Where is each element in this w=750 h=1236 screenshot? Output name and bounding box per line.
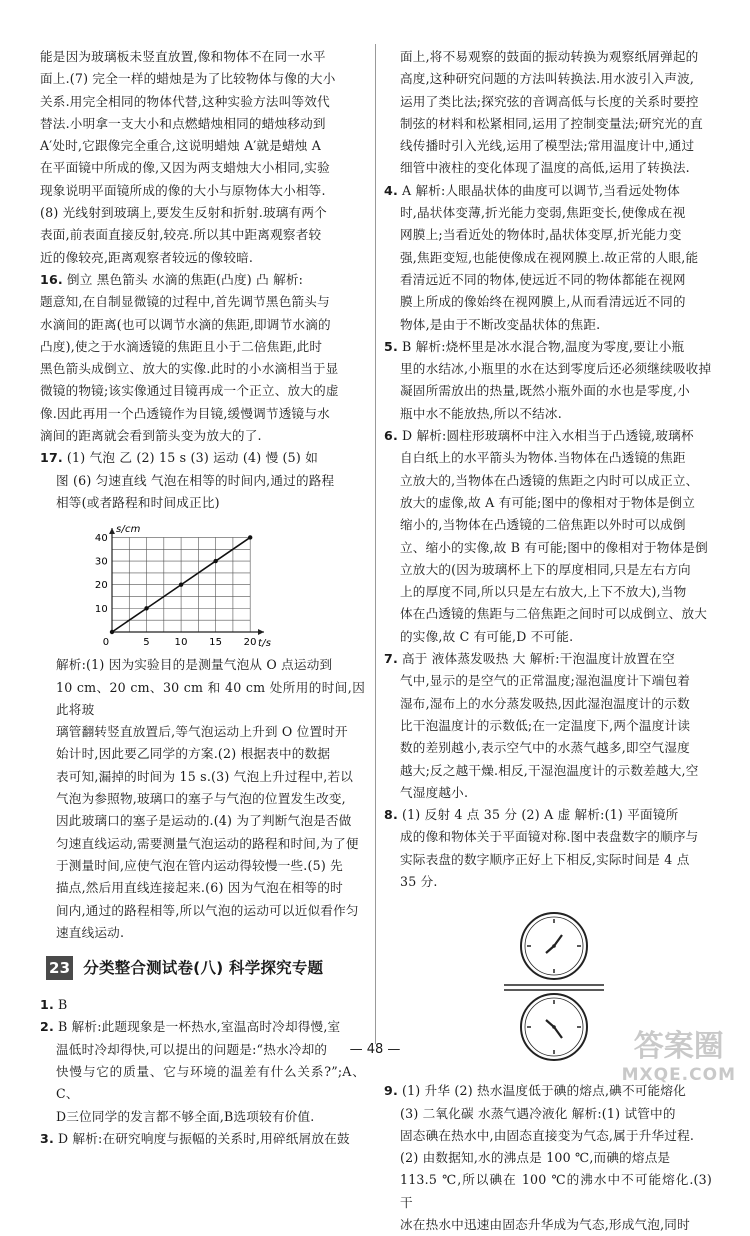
text-line: 快慢与它的质量、它与环境的温差有什么关系?”;A、C、	[56, 1063, 365, 1102]
y-axis-label: s/cm	[116, 524, 141, 536]
section-number: 23	[46, 956, 73, 980]
question-number: 9.	[384, 1083, 398, 1099]
text-line: 在平面镜中所成的像,又因为两支蜡烛大小相同,实验	[40, 160, 330, 176]
text-line: 里的水结冰,小瓶里的水在达到零度后还必须继续吸收掉	[400, 361, 712, 377]
watermark-title: 答案圈	[633, 1029, 724, 1064]
x-tick-label: 10	[174, 637, 188, 649]
text-line: (1) 升华 (2) 热水温度低于碘的熔点,碘不可能熔化	[401, 1083, 686, 1099]
section-heading	[46, 956, 365, 986]
text-line: 时,晶状体变薄,折光能力变弱,焦距变长,使像成在视	[400, 205, 686, 221]
text-line: 上的厚度不同,所以只是左右放大,上下不放大),当物	[400, 584, 687, 600]
text-line: 面上.(7) 完全一样的蜡烛是为了比较物体与像的大小	[40, 71, 336, 87]
text-line: 自白纸上的水平箭头为物体.当物体在凸透镜的焦距	[400, 450, 686, 466]
text-line: 放大的虚像,故 A 有可能;图中的像相对于物体是倒立	[400, 494, 696, 510]
text-line: 体在凸透镜的焦距与二倍焦距之间时可以成倒立、放大	[400, 606, 708, 622]
y-tick-label: 20	[94, 580, 108, 592]
x-tick-label: 5	[143, 637, 150, 649]
question-number: 8.	[384, 807, 398, 823]
x-axis-arrow-icon	[258, 629, 264, 635]
text-line: 因此玻璃口的塞子是运动的.(4) 为了判断气泡是否做	[56, 813, 352, 829]
left-column	[40, 46, 365, 1150]
text-line: 10 cm、20 cm、30 cm 和 40 cm 处所用的时间,因此将玻	[56, 679, 365, 717]
data-point	[110, 630, 114, 634]
text-line: 替法.小明拿一支大小和点燃蜡烛相同的蜡烛移动到	[40, 115, 326, 131]
question-number: 17.	[40, 450, 63, 466]
text-line: 表可知,漏掉的时间为 15 s.(3) 气泡上升过程中,若以	[56, 768, 354, 784]
text-line: 现象说明平面镜所成的像的大小与原物体大小相等.	[40, 182, 326, 198]
text-line: D 解析:在研究响度与振幅的关系时,用碎纸屑放在鼓	[57, 1130, 350, 1146]
text-line: 始计时,因此要乙同学的方案.(2) 根据表中的数据	[56, 746, 331, 762]
text-line: 间内,通过的路程相等,所以气泡的运动可以近似看作匀	[56, 902, 359, 918]
watermark-url: MXQE.COM	[621, 1065, 736, 1085]
text-line: 113.5 ℃,所以碘在 100 ℃的沸水中不可能熔化.(3) 干	[400, 1172, 712, 1210]
text-line: 35 分.	[400, 873, 438, 889]
data-point	[213, 559, 217, 563]
text-line: D三位同学的发言都不够全面,B选项较有价值.	[56, 1108, 315, 1124]
text-line: 强,焦距变短,也能使像成在视网膜上.故正常的人眼,能	[400, 249, 699, 265]
text-line: 瓶中水不能放热,所以不结冰.	[400, 405, 562, 421]
text-line: 细管中液柱的变化体现了温度的高低,运用了转换法.	[400, 160, 690, 176]
text-line: D 解析:圆柱形玻璃杯中注入水相当于凸透镜,玻璃杯	[401, 428, 694, 444]
question-6	[384, 425, 712, 648]
question-number: 2.	[40, 1019, 54, 1035]
text-line: 高度,这种研究问题的方法叫转换法.用水波引入声波,	[400, 71, 695, 87]
y-tick-label: 40	[94, 533, 108, 545]
left-top-paragraph	[40, 46, 365, 269]
text-line: 膜上所成的像始终在视网膜上,从而看清远近不同的	[400, 294, 686, 310]
text-line: A′处时,它跟像完全重合,这说明蜡烛 A′就是蜡烛 A	[40, 138, 322, 154]
text-line: (8) 光线射到玻璃上,要发生反射和折射.玻璃有两个	[40, 205, 327, 221]
question-5	[384, 336, 712, 425]
text-line: 气湿度越小.	[400, 784, 469, 800]
section-title: 分类整合测试卷(八) 科学探究专题	[83, 959, 324, 978]
right-top-paragraph	[384, 46, 712, 180]
question-number: 16.	[40, 271, 63, 287]
text-line: 网膜上;当看近处的物体时,晶状体变厚,折光能力变	[400, 227, 682, 243]
text-line: 立、缩小的实像,故 B 有可能;图中的像相对于物体是倒	[400, 539, 708, 555]
text-line: 描点,然后用直线连接起来.(6) 因为气泡在相等的时	[56, 880, 343, 896]
text-line: 缩小的,当物体在凸透镜的二倍焦距以外时可以成倒	[400, 517, 686, 533]
text-line: 冰在热水中迅速由固态升华成为气态,形成气泡,同时	[400, 1217, 690, 1233]
text-line: 表面,前表面直接反射,较亮.所以其中距离观察者较	[40, 227, 322, 243]
text-line: (2) 由数据知,水的沸点是 100 ℃,而碘的熔点是	[400, 1150, 671, 1166]
text-line: 越大;反之越干燥.相反,干湿泡温度计的示数差越大,空	[400, 762, 699, 778]
x-tick-label: 15	[209, 637, 223, 649]
x-tick-label: 20	[243, 637, 257, 649]
text-line: 制弦的材料和松紧相同,运用了控制变量法;研究光的直	[400, 115, 703, 131]
text-line: 运用了类比法;探究弦的音调高低与长度的关系时要控	[400, 93, 699, 109]
mirror-line-icon	[504, 985, 604, 990]
x-axis-label: t/s	[258, 638, 272, 650]
data-point	[144, 606, 148, 610]
text-line: 黑色箭头成倒立、放大的实像.此时的小水滴相当于显	[40, 361, 339, 377]
text-line: 凸度),使之于水滴透镜的焦距且小于二倍焦距,此时	[40, 338, 323, 354]
text-line: 解析:(1) 因为实验目的是测量气泡从 O 点运动到	[56, 657, 333, 673]
text-line: 于测量时间,应使气泡在管内运动得较慢一些.(5) 先	[56, 857, 343, 873]
text-line: 微镜的物镜;该实像通过目镜再成一个正立、放大的虚	[40, 383, 339, 399]
question-number: 3.	[40, 1130, 54, 1146]
text-line: B	[57, 997, 68, 1013]
text-line: 璃管翻转竖直放置后,等气泡运动上升到 O 位置时开	[56, 724, 348, 740]
text-line: 相等(或者路程和时间成正比)	[56, 494, 220, 510]
question-number: 4.	[384, 182, 398, 198]
y-tick-label: 10	[94, 604, 108, 616]
text-line: 能是因为玻璃板未竖直放置,像和物体不在同一水平	[40, 49, 326, 64]
text-line: 立放大的(因为玻璃杯上下的厚度相同,只是左右方向	[400, 561, 691, 577]
text-line: 滴间的距离就会看到箭头变为放大的了.	[40, 428, 262, 444]
text-line: (3) 二氧化碳 水蒸气遇冷液化 解析:(1) 试管中的	[400, 1105, 676, 1121]
text-line: (1) 反射 4 点 35 分 (2) A 虚 解析:(1) 平面镜所	[401, 807, 679, 823]
text-line: (1) 气泡 乙 (2) 15 s (3) 运动 (4) 慢 (5) 如	[66, 450, 318, 466]
text-line: 速直线运动.	[56, 924, 125, 940]
text-line: 近的像较亮,距离观察者较远的像较暗.	[40, 249, 254, 265]
column-divider	[375, 44, 376, 1044]
watermark-logo	[622, 1021, 736, 1085]
question-number: 5.	[384, 338, 398, 354]
page-number: — 48 —	[349, 1042, 401, 1057]
y-tick-label: 30	[94, 556, 108, 568]
text-line: 倒立 黑色箭头 水滴的焦距(凸度) 凸 解析:	[66, 271, 304, 287]
x-tick-label: 0	[102, 637, 110, 649]
distance-time-chart	[78, 514, 278, 654]
chart-axes	[109, 524, 271, 649]
data-point	[248, 535, 252, 539]
text-line: 关系.用完全相同的物体代替,这种实验方法叫等效代	[40, 93, 330, 109]
text-line: 数的差别越小,表示空气中的水蒸气越多,即空气湿度	[400, 740, 690, 756]
question-number: 7.	[384, 651, 398, 667]
question-17	[40, 447, 365, 944]
clock-icon	[521, 913, 587, 979]
text-line: 比干泡温度计的示数低;在一定温度下,两个温度计读	[400, 717, 691, 733]
question-number: 1.	[40, 997, 54, 1013]
question-7	[384, 648, 712, 804]
text-line: B 解析:烧杯里是冰水混合物,温度为零度,要让小瓶	[401, 338, 685, 354]
text-line: 凝固所需放出的热量,既然小瓶外面的水也是零度,小	[400, 383, 690, 399]
question-4	[384, 180, 712, 336]
text-line: 实际表盘的数字顺序正好上下相反,实际时间是 4 点	[400, 851, 690, 867]
text-line: 看清远近不同的物体,使远近不同的物体都能在视网	[400, 271, 686, 287]
question-9	[384, 1080, 712, 1236]
text-line: 成的像和物体关于平面镜对称.图中表盘数字的顺序与	[400, 829, 699, 845]
text-line: 匀速直线运动,需要测量气泡运动的路程和时间,为了便	[56, 835, 359, 851]
data-point	[179, 583, 183, 587]
text-line: B 解析:此题现象是一杯热水,室温高时冷却得慢,室	[57, 1019, 341, 1035]
text-line: 高于 液体蒸发吸热 大 解析:干泡温度计放置在空	[401, 651, 675, 667]
text-line: 湿布,湿布上的水分蒸发吸热,因此湿泡温度计的示数	[400, 695, 690, 711]
text-line: A 解析:人眼晶状体的曲度可以调节,当看远处物体	[401, 182, 680, 198]
text-line: 立放大的,当物体在凸透镜的焦距之内时可以成正立、	[400, 472, 699, 488]
text-line: 的实像,故 C 有可能,D 不可能.	[400, 628, 574, 644]
text-line: 题意知,在自制显微镜的过程中,首先调节黑色箭头与	[40, 294, 330, 310]
text-line: 固态碘在热水中,由固态直接变为气态,属于升华过程.	[400, 1127, 695, 1143]
text-line: 温低时冷却得快,可以提出的问题是:“热水冷却的	[56, 1041, 328, 1057]
text-line: 气泡为参照物,玻璃口的塞子与气泡的位置发生改变,	[56, 791, 346, 807]
text-line: 线传播时引入光线,运用了模型法;常用温度计中,通过	[400, 138, 695, 154]
question-number: 6.	[384, 428, 398, 444]
text-line: 水滴间的距离(也可以调节水滴的焦距,即调节水滴的	[40, 316, 331, 332]
text-line: 图 (6) 匀速直线 气泡在相等的时间内,通过的路程	[56, 472, 335, 488]
question-16	[40, 269, 365, 447]
text-line: 面上,将不易观察的鼓面的振动转换为观察纸屑弹起的	[400, 49, 699, 64]
text-line: 气中,显示的是空气的正常温度;湿泡温度计下端包着	[400, 673, 691, 689]
text-line: 物体,是由于不断改变晶状体的焦距.	[400, 316, 601, 332]
text-line: 像.因此再用一个凸透镜作为目镜,缓慢调节透镜与水	[40, 405, 330, 421]
y-axis-arrow-icon	[109, 528, 115, 534]
